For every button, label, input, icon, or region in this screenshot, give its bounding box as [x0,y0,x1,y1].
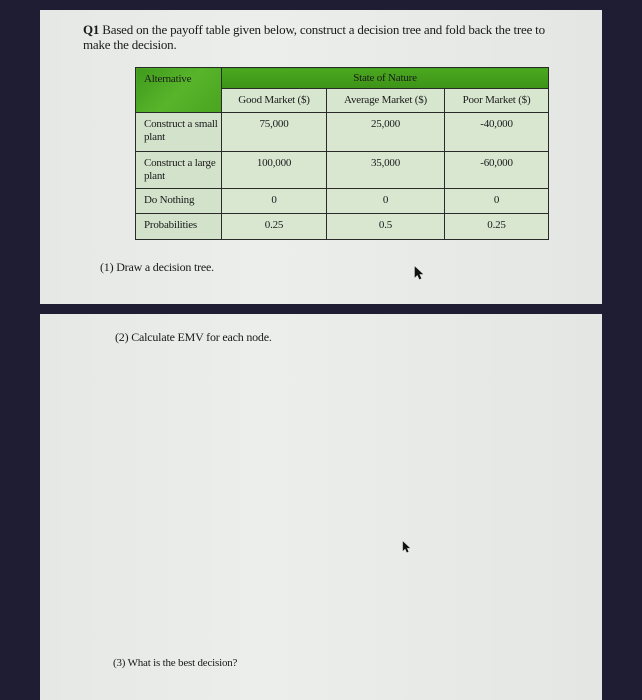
cell-value: -60,000 [445,152,549,189]
cell-value: 0.5 [327,214,445,240]
table-row [136,214,549,240]
cell-value: 75,000 [222,113,327,152]
row-label-do-nothing: Do Nothing [136,189,222,214]
table-row [136,189,549,214]
cell-value: 100,000 [222,152,327,189]
row-label-small-plant: Construct a small plant [136,113,222,152]
header-poor-market: Poor Market ($) [445,89,549,113]
table-row [136,152,549,189]
cell-value: 0 [222,189,327,214]
document-page-2 [40,314,602,700]
question-body: Based on the payoff table given below, construct a decision tree and fold back the tree to make the decision. [83,22,545,52]
table-row [136,113,549,152]
header-state-of-nature: State of Nature [222,68,549,89]
cell-value: 35,000 [327,152,445,189]
question-number: Q1 [83,22,100,37]
row-label-large-plant: Construct a large plant [136,152,222,189]
header-average-market: Average Market ($) [327,89,445,113]
document-page-1 [40,10,602,304]
cell-value: 0.25 [445,214,549,240]
payoff-table [135,67,549,240]
subquestion-2: (2) Calculate EMV for each node. [115,330,272,344]
subquestion-3: (3) What is the best decision? [113,657,238,669]
row-label-probabilities: Probabilities [136,214,222,240]
cell-value: 0 [327,189,445,214]
subquestion-1: (1) Draw a decision tree. [100,260,214,274]
question-text [83,22,573,52]
header-good-market: Good Market ($) [222,89,327,113]
header-alternative: Alternative [136,68,222,113]
cell-value: 0.25 [222,214,327,240]
cell-value: 25,000 [327,113,445,152]
cell-value: -40,000 [445,113,549,152]
cell-value: 0 [445,189,549,214]
